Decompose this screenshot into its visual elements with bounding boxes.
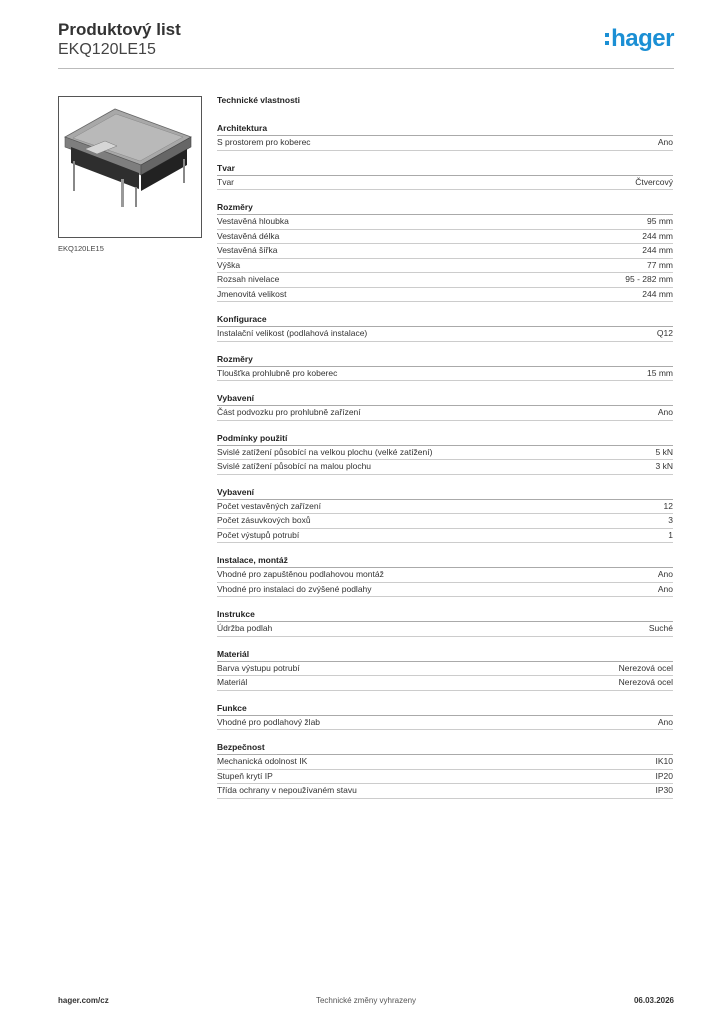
spec-value: Čtvercový [635, 176, 673, 187]
spec-label: Výška [217, 259, 241, 270]
spec-row [217, 770, 673, 785]
product-image-caption: EKQ120LE15 [58, 244, 104, 253]
footer-note: Technické změny vyhrazeny [315, 996, 417, 1005]
spec-label: Jmenovitá velikost [217, 288, 287, 299]
spec-group-title: Bezpečnost [217, 740, 673, 755]
spec-group-title: Rozměry [217, 200, 673, 215]
spec-group-title: Instrukce [217, 607, 673, 622]
spec-value: 3 kN [655, 461, 673, 471]
spec-group [217, 200, 673, 302]
spec-group-title: Vybavení [217, 485, 673, 500]
spec-label: Barva výstupu potrubí [217, 662, 300, 673]
specs-title: Technické vlastnosti [217, 95, 300, 105]
spec-value: Ano [657, 716, 673, 727]
spec-row [217, 406, 673, 421]
spec-group [217, 553, 673, 597]
spec-group-title: Rozměry [217, 352, 673, 367]
spec-label: Vhodné pro podlahový žlab [217, 716, 321, 727]
spec-value: IP30 [655, 785, 673, 795]
spec-group [217, 161, 673, 191]
spec-value: 244 mm [642, 288, 673, 299]
spec-label: Část podvozku pro prohlubně zařízení [217, 407, 361, 417]
spec-group-title: Tvar [217, 161, 673, 176]
spec-label: S prostorem pro koberec [217, 137, 311, 147]
spec-row [217, 662, 673, 677]
spec-value: 77 mm [647, 259, 673, 270]
spec-row [217, 446, 673, 461]
spec-row [217, 529, 673, 544]
spec-label: Stupeň krytí IP [217, 770, 273, 781]
spec-label: Vhodné pro zapuštěnou podlahovou montáž [217, 569, 384, 579]
spec-group-title: Konfigurace [217, 312, 673, 327]
spec-group [217, 121, 673, 151]
spec-group-title: Instalace, montáž [217, 553, 673, 568]
spec-row [217, 367, 673, 382]
spec-label: Instalační velikost (podlahová instalace) [217, 328, 368, 338]
spec-label: Počet výstupů potrubí [217, 529, 300, 540]
logo-dots-icon [605, 33, 609, 45]
page-title: Produktový list [58, 20, 181, 39]
spec-group-title: Vybavení [217, 391, 673, 406]
spec-value: 244 mm [642, 230, 673, 241]
spec-group-title: Architektura [217, 121, 673, 136]
spec-label: Počet vestavěných zařízení [217, 500, 321, 511]
spec-row [217, 176, 673, 191]
spec-row [217, 568, 673, 583]
spec-value: 3 [668, 515, 673, 525]
spec-value: 12 [663, 500, 673, 511]
spec-row [217, 622, 673, 637]
spec-label: Tvar [217, 176, 234, 187]
spec-label: Mechanická odolnost IK [217, 756, 308, 766]
spec-label: Vestavěná hloubka [217, 216, 289, 226]
footer-website-link[interactable]: hager.com/cz [58, 996, 109, 1005]
spec-group [217, 312, 673, 342]
spec-label: Tloušťka prohlubně pro koberec [217, 367, 338, 378]
technical-specs [217, 95, 673, 809]
logo-text: hager [611, 25, 674, 52]
spec-row [217, 244, 673, 259]
spec-group-title: Podmínky použití [217, 431, 673, 446]
spec-row [217, 136, 673, 151]
spec-group [217, 391, 673, 421]
spec-label: Počet zásuvkových boxů [217, 515, 311, 525]
spec-row [217, 259, 673, 274]
spec-value: 244 mm [642, 245, 673, 255]
spec-value: Ano [657, 569, 673, 579]
spec-group-title: Funkce [217, 701, 673, 716]
spec-row [217, 716, 673, 731]
spec-value: Ano [657, 583, 673, 594]
spec-value: IP20 [655, 770, 673, 781]
spec-value: Q12 [656, 328, 673, 338]
spec-row [217, 676, 673, 691]
spec-label: Vestavěná délka [217, 230, 280, 241]
spec-group [217, 431, 673, 475]
spec-group [217, 701, 673, 731]
spec-value: 15 mm [647, 367, 673, 378]
spec-group [217, 352, 673, 382]
spec-row [217, 288, 673, 303]
spec-value: 1 [668, 529, 673, 540]
spec-value: 95 mm [647, 216, 673, 226]
spec-value: IK10 [655, 756, 673, 766]
header-divider [58, 68, 674, 69]
spec-row [217, 215, 673, 230]
spec-row [217, 500, 673, 515]
spec-label: Rozsah nivelace [217, 274, 280, 284]
product-code: EKQ120LE15 [58, 41, 156, 58]
spec-label: Vhodné pro instalaci do zvýšené podlahy [217, 583, 372, 594]
spec-value: Ano [657, 137, 673, 147]
hager-logo [605, 25, 674, 53]
product-image [58, 96, 202, 238]
spec-row [217, 514, 673, 529]
spec-row [217, 230, 673, 245]
spec-label: Svislé zatížení působící na malou plochu [217, 461, 372, 471]
spec-value: Suché [648, 623, 673, 633]
spec-label: Materiál [217, 677, 248, 687]
spec-group [217, 485, 673, 544]
spec-row [217, 460, 673, 475]
spec-groups [217, 121, 673, 799]
spec-label: Třída ochrany v nepoužívaném stavu [217, 785, 357, 795]
spec-group-title: Materiál [217, 647, 673, 662]
page-header [58, 20, 674, 68]
spec-label: Vestavěná šířka [217, 245, 278, 255]
floor-box-illustration [59, 97, 201, 237]
spec-value: 5 kN [655, 446, 673, 457]
spec-row [217, 784, 673, 799]
spec-row [217, 273, 673, 288]
spec-value: Nerezová ocel [618, 662, 673, 673]
spec-row [217, 327, 673, 342]
spec-label: Svislé zatížení působící na velkou plochu (velké zatížení) [217, 446, 433, 457]
spec-row [217, 583, 673, 598]
spec-group [217, 740, 673, 799]
spec-row [217, 755, 673, 770]
spec-group [217, 607, 673, 637]
spec-value: 95 - 282 mm [625, 274, 673, 284]
footer-date: 06.03.2026 [633, 996, 674, 1005]
spec-value: Ano [657, 407, 673, 417]
spec-value: Nerezová ocel [618, 677, 673, 687]
spec-group [217, 647, 673, 691]
spec-label: Údržba podlah [217, 623, 273, 633]
